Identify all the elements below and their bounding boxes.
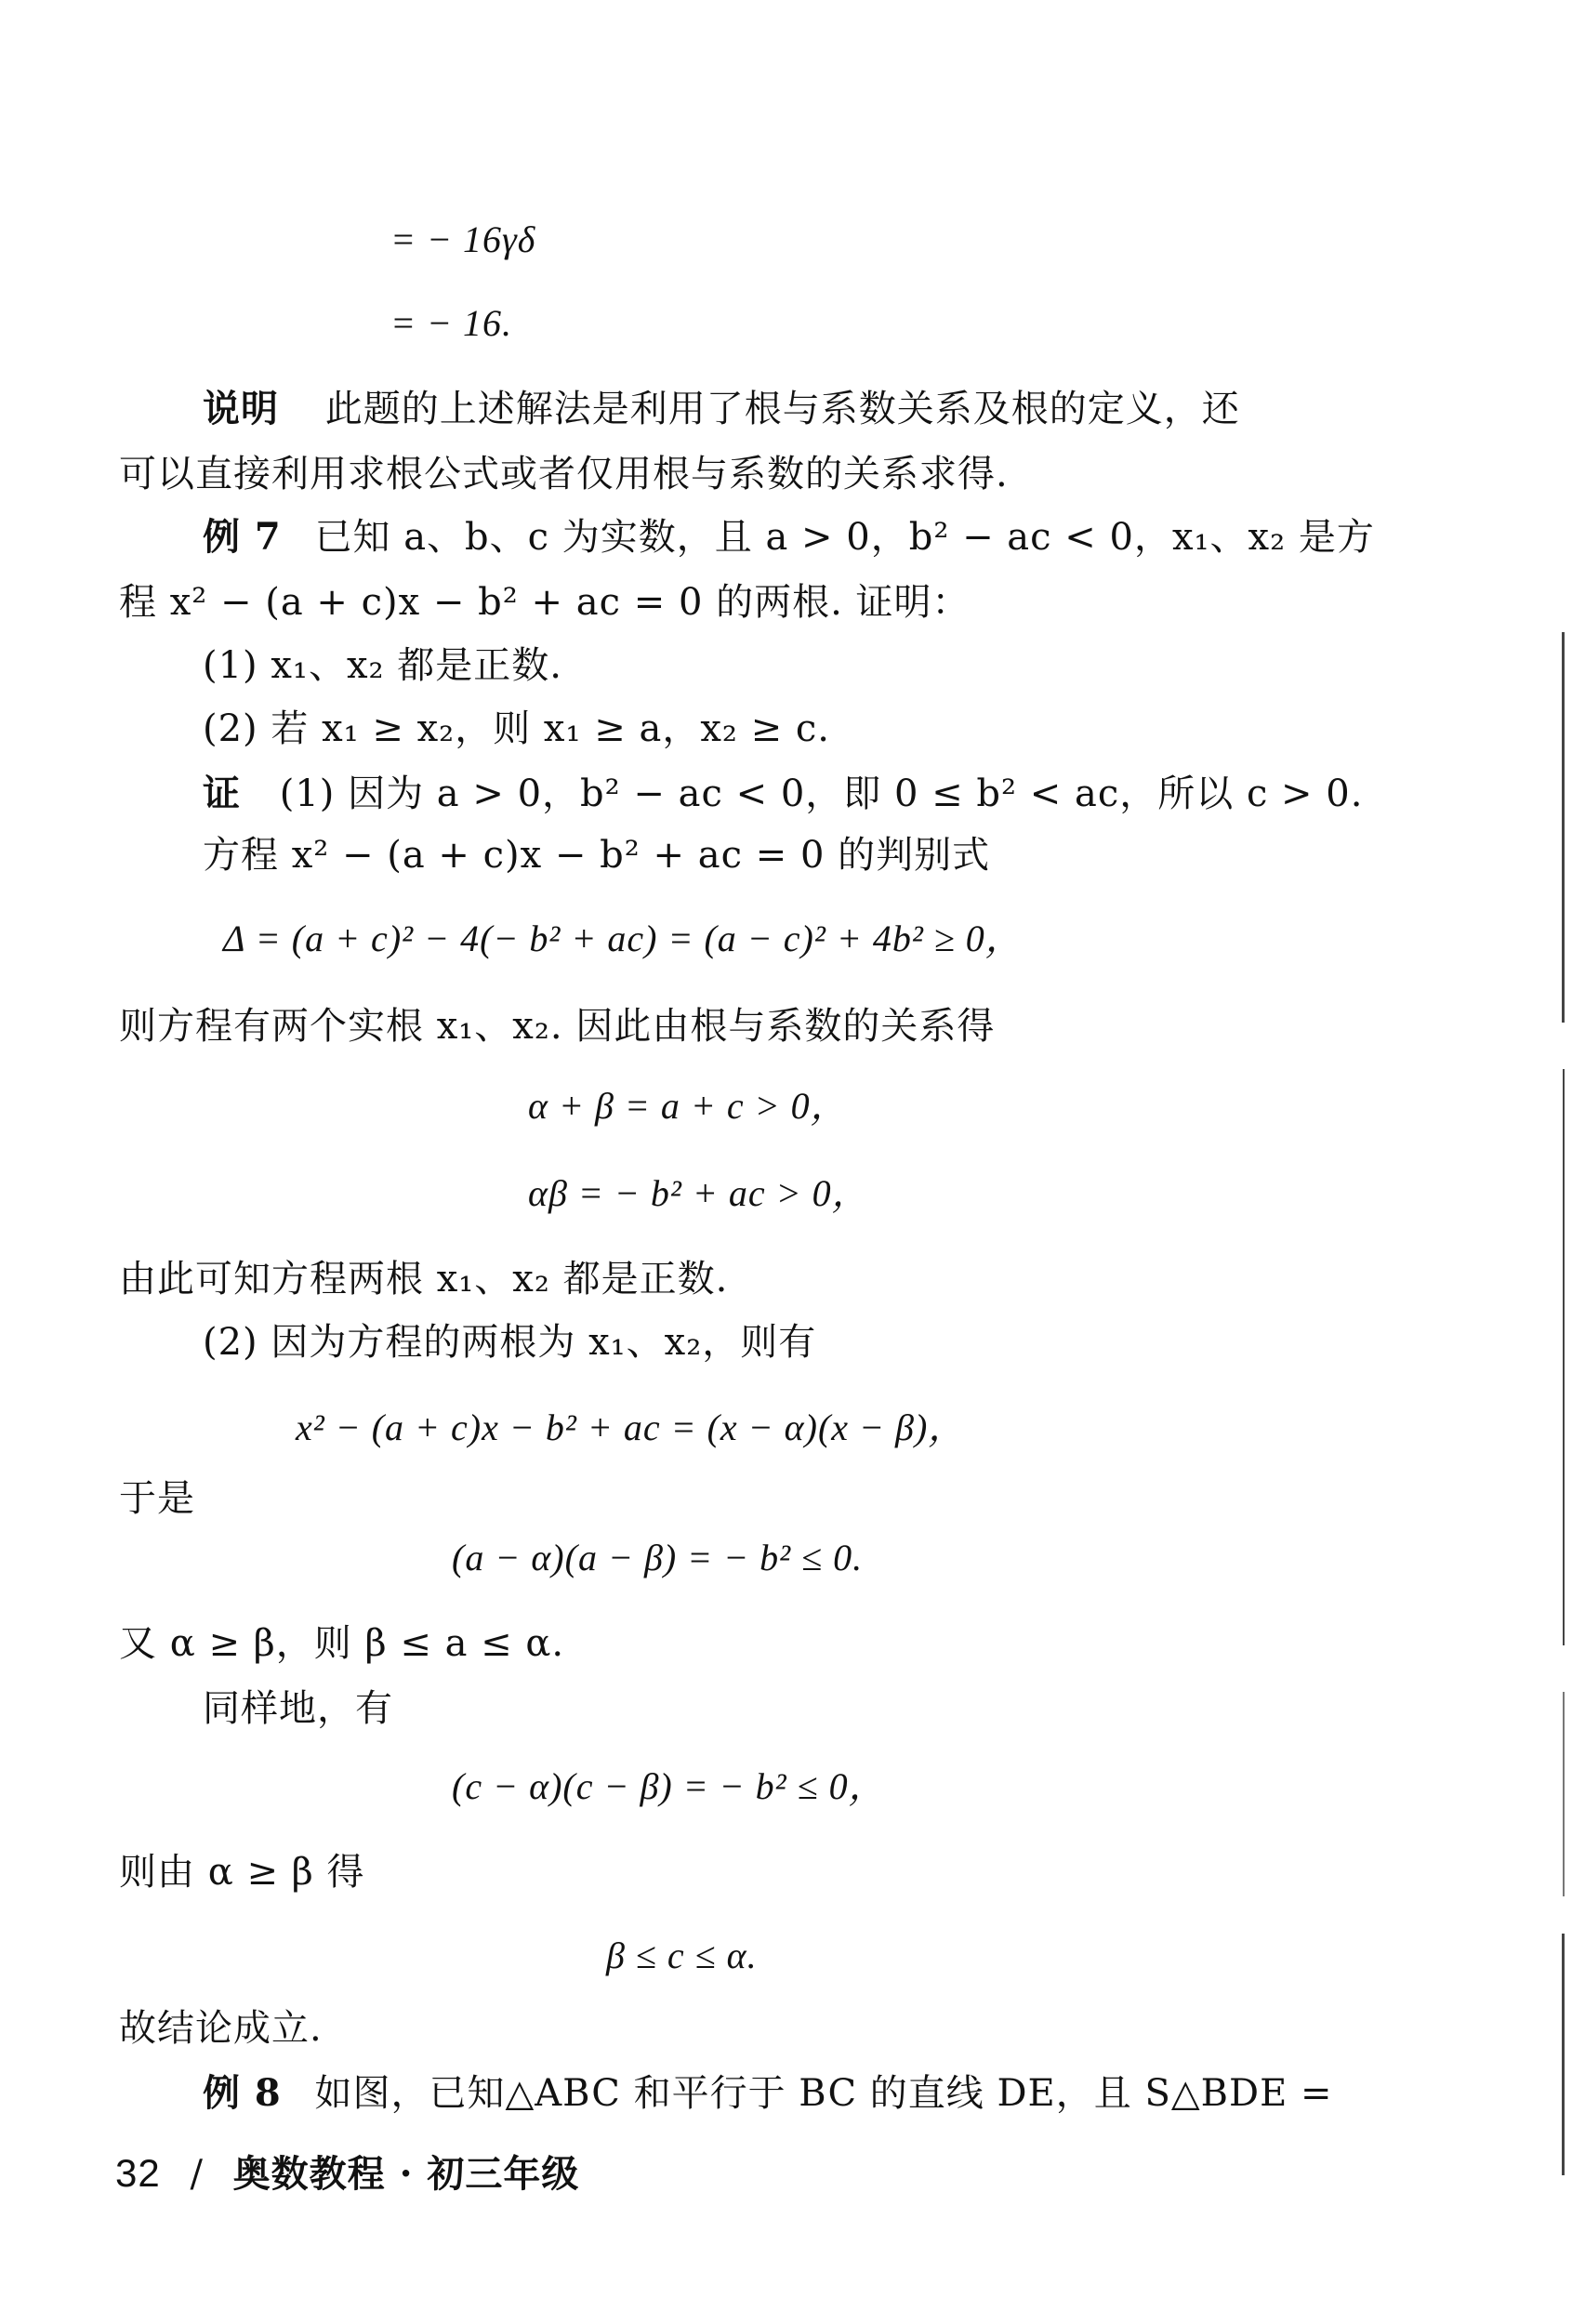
equation-line: (a − α)(a − β) = − b² ≤ 0. <box>452 1537 864 1578</box>
text-line: 故结论成立. <box>119 2007 323 2050</box>
page-number: 32 <box>115 2151 161 2195</box>
text-line: 又 α ≥ β，则 β ≤ a ≤ α. <box>119 1622 565 1665</box>
proof-line <box>203 770 1363 818</box>
text-line: (2) 若 x₁ ≥ x₂，则 x₁ ≥ a，x₂ ≥ c. <box>203 707 830 750</box>
example-label: 例 8 <box>203 2071 282 2115</box>
proof-text: (1) 因为 a > 0，b² − ac < 0，即 0 ≤ b² < ac，所以 c > 0. <box>279 772 1364 815</box>
scan-edge-mark <box>1562 632 1565 1023</box>
text-line: (2) 因为方程的两根为 x₁、x₂，则有 <box>203 1321 817 1364</box>
equation-line: x² − (a + c)x − b² + ac = (x − α)(x − β)， <box>296 1406 967 1448</box>
equation-line: αβ = − b² + ac > 0， <box>528 1172 870 1214</box>
text-line: 则方程有两个实根 x₁、x₂. 因此由根与系数的关系得 <box>119 1005 996 1048</box>
example-text: 已知 a、b、c 为实数，且 a > 0，b² − ac < 0，x₁、x₂ 是方 <box>314 516 1375 559</box>
example-7 <box>203 513 1375 561</box>
equation-line: = − 16. <box>390 302 512 344</box>
scan-edge-mark <box>1563 1069 1565 1645</box>
text-line: 可以直接利用求根公式或者仅用根与系数的关系求得. <box>119 453 1009 495</box>
equation-line: Δ = (a + c)² − 4(− b² + ac) = (a − c)² + 4b² ≥ 0， <box>223 918 1024 959</box>
equation-line: (c − α)(c − β) = − b² ≤ 0， <box>452 1765 887 1807</box>
note-label: 说明 <box>203 387 279 430</box>
book-title: 奥数教程 · 初三年级 <box>232 2152 580 2196</box>
equation-line: β ≤ c ≤ α. <box>606 1934 758 1976</box>
example-label: 例 7 <box>203 515 282 559</box>
proof-label: 证 <box>203 772 241 815</box>
note-text: 此题的上述解法是利用了根与系数关系及根的定义，还 <box>324 388 1240 430</box>
text-line: 于是 <box>119 1477 195 1520</box>
example-text: 如图，已知△ABC 和平行于 BC 的直线 DE，且 S△BDE = <box>314 2072 1333 2115</box>
text-line: 程 x² − (a + c)x − b² + ac = 0 的两根. 证明： <box>119 581 971 624</box>
example-8 <box>203 2069 1333 2118</box>
equation-line: α + β = a + c > 0， <box>528 1085 849 1127</box>
text-line: (1) x₁、x₂ 都是正数. <box>203 644 562 687</box>
scan-edge-mark <box>1562 1934 1565 2175</box>
footer-separator: / <box>190 2153 204 2196</box>
text-line: 则由 α ≥ β 得 <box>119 1851 365 1894</box>
text-line: 方程 x² − (a + c)x − b² + ac = 0 的判别式 <box>203 834 991 877</box>
equation-line: = − 16γδ <box>390 218 536 260</box>
note-paragraph <box>203 385 1240 433</box>
text-line: 由此可知方程两根 x₁、x₂ 都是正数. <box>119 1258 729 1301</box>
scan-edge-mark <box>1563 1692 1565 1896</box>
page-footer <box>115 2149 579 2199</box>
text-line: 同样地，有 <box>203 1687 393 1730</box>
